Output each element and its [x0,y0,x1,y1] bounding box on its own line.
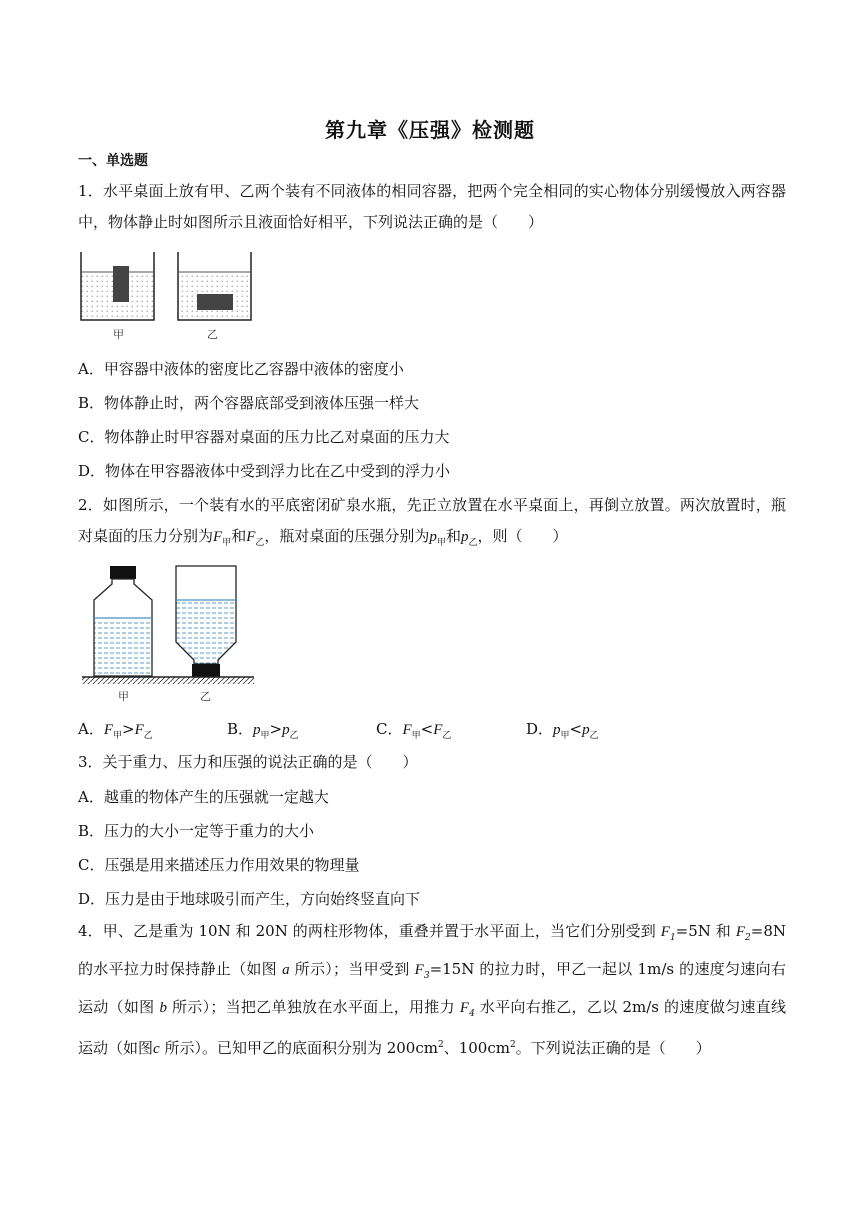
container-jia [81,252,154,320]
question-2-option-a[interactable]: A．$F_甲>F_乙$ [78,720,153,741]
question-2-line-1: 2．如图所示，一个装有水的平底密闭矿泉水瓶，先正立放置在水平桌面上，再倒立放置。两次放置时，瓶 [78,496,786,514]
question-1-stem: 1．水平桌面上放有甲、乙两个装有不同液体的相同容器，把两个完全相同的实心物体分别缓慢放入两容器中，物体静止时如图所示且液面恰好相平，下列说法正确的是（ ） [78,182,786,231]
question-3-option-d[interactable]: D．压力是由于地球吸引而产生，方向始终竖直向下 [78,890,421,908]
block-upright [113,266,129,302]
table-surface [82,677,254,684]
question-2-option-c[interactable]: C．$F_甲<F_乙$ [376,720,452,741]
question-1-option-c[interactable]: C．物体静止时甲容器对桌面的压力比乙对桌面的压力大 [78,428,450,446]
question-3-option-b[interactable]: B．压力的大小一定等于重力的大小 [78,822,315,840]
figure-label-jia: 甲 [118,690,129,703]
figure-label-jia: 甲 [113,328,124,341]
question-2-figure [80,562,260,704]
figure-label-yi: 乙 [200,690,211,703]
question-1-option-a[interactable]: A．甲容器中液体的密度比乙容器中液体的密度小 [78,360,404,378]
section-heading: 一、单选题 [78,153,148,169]
question-2-option-d[interactable]: D．$p_甲<p_乙$ [526,720,599,741]
bottle-inverted [176,566,236,677]
block-flat [197,294,233,310]
container-yi [178,252,251,320]
question-2-stem: 2．如图所示，一个装有水的平底密闭矿泉水瓶，先正立放置在水平桌面上，再倒立放置。两次放置时，瓶对桌面的压力分别为$F_甲$和$F_乙$，瓶对桌面的压强分别为$p_甲$和$p_乙$，则（ ） [78,496,786,548]
question-1-option-d[interactable]: D．物体在甲容器液体中受到浮力比在乙中受到的浮力小 [78,462,451,480]
figure-label-yi: 乙 [207,328,218,341]
page-title: 第九章《压强》检测题 [325,118,535,142]
question-1-figure [76,250,272,344]
question-3-option-a[interactable]: A．越重的物体产生的压强就一定越大 [78,788,329,806]
question-3-stem: 3．关于重力、压力和压强的说法正确的是（ ） [78,753,418,771]
question-4-stem: 4．甲、乙是重为 10N 和 20N 的两柱形物体，重叠并置于水平面上，当它们分别受到 $F_1=5N$ 和 $F_2=8N$ 的水平拉力时保持静止（如图 a 所示）；当甲受到 $F_3=15N$ 的拉力时，甲乙一起以 1m/s 的速度匀速向右运动（如图 b 所示）；当把乙单独放在水平面上，用推力 $F_4$ 水平向右推乙，乙以 2m/s 的速度做匀速直线运动（如图c 所示）。已知甲乙的底面积分别为 $200cm^2$、$100cm^2$。下列说法正确的是（ ） [78,922,786,1057]
question-2-option-b[interactable]: B．$p_甲>p_乙$ [227,720,299,741]
question-3-option-c[interactable]: C．压强是用来描述压力作用效果的物理量 [78,856,360,874]
bottle-upright [94,566,152,676]
question-1-option-b[interactable]: B．物体静止时，两个容器底部受到液体压强一样大 [78,394,420,412]
